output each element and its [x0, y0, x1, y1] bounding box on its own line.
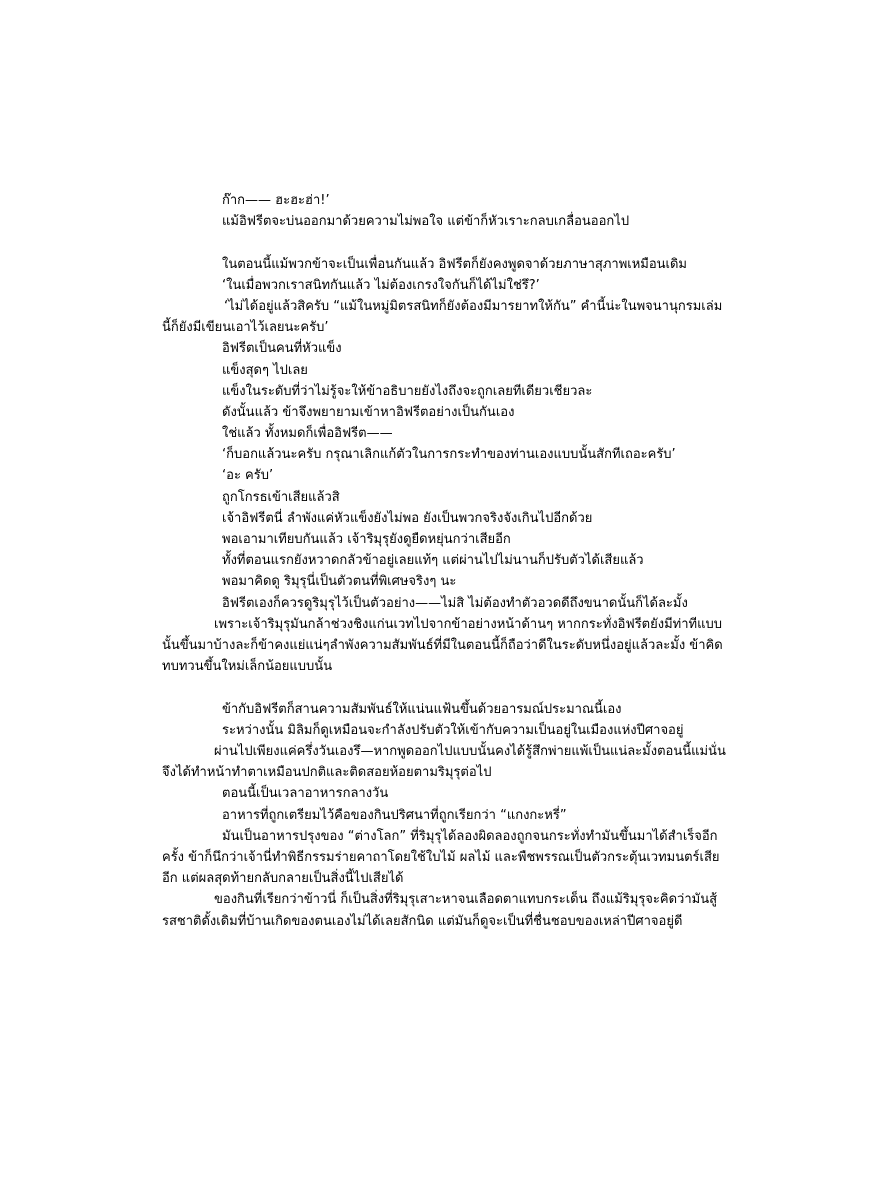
text-span: ‘ไม่ได้อยู่แล้วสิครับ “แม้ในหมู่มิตรสนิทก็ยังต้องมีมารยาทให้กัน” คำนี้น่ะในพจนานุกรมเล่มนี้ก็ยังมีเขียนเอาไว้เลยนะครับ’	[162, 298, 723, 336]
text-line: ตอนนี้เป็นเวลาอาหารกลางวัน	[222, 786, 389, 802]
text-span: เพราะเจ้าริมุรุมันกล้าช่วงชิงแก่นเวทไปจากข้าอย่างหน้าด้านๆ หากกระทั่งอิฟรีตยังมีท่าทีแบบนั้นขึ้นมาบ้างละก็ข้าคงแย่แน่ๆลำพังความสัมพันธ์ที่มีในตอนนี้ก็ถือว่าดีในระดับหนึ่งอยู่แล้วละมั้ง ข้าคิดทบทวนขึ้นใหม่เล็กน้อยแบบนั้น	[162, 616, 723, 675]
text-line: อาหารที่ถูกเตรียมไว้คือของกินปริศนาที่ถูกเรียกว่า “แกงกะหรี่”	[222, 807, 567, 823]
text-span: มันเป็นอาหารปรุงของ “ต่างโลก” ที่ริมุรุได้ลองผิดลองถูกจนกระทั่งทำมันขึ้นมาได้สำเร็จอีกครั้ง ข้าก็นึกว่าเจ้านี่ทำพิธีกรรมร่ายคาถาโดยใช้ใบไม้ ผลไม้ และพืชพรรณเป็นตัวกระตุ้นเวทมนตร์เสียอีก แต่ผลสุดท้ายกลับกลายเป็นสิ่งนี้ไปเสียได้	[162, 828, 720, 887]
text-line: ระหว่างนั้น มิลิมก็ดูเหมือนจะกำลังปรับตัวให้เข้ากับความเป็นอยู่ในเมืองแห่งปีศาจอยู่	[222, 722, 684, 738]
text-line: ‘อะ ครับ’	[222, 468, 274, 484]
text-line: ในตอนนี้แม้พวกข้าจะเป็นเพื่อนกันแล้ว อิฟรีตก็ยังคงพูดจาด้วยภาษาสุภาพเหมือนเดิม	[222, 256, 688, 272]
text-span: ผ่านไปเพียงแค่ครึ่งวันเองรึ—หากพูดออกไปแบบนั้นคงได้รู้สึกพ่ายแพ้เป็นแน่ละมั้งตอนนี้แม่นั่นจึงได้ทำหน้าทำตาเหมือนปกติและติดสอยห้อยตามริมุรุต่อไป	[162, 743, 726, 781]
text-line: ‘ก็บอกแล้วนะครับ กรุณาเลิกแก้ตัวในการกระทำของท่านเองแบบนั้นสักทีเถอะครับ’	[222, 447, 676, 463]
text-line: ก๊าก—— ฮะฮะฮ่า!’	[222, 193, 330, 208]
paragraph-gap	[162, 677, 728, 698]
text-line: แม้อิฟรีตจะบ่นออกมาด้วยความไม่พอใจ แต่ข้าก็หัวเราะกลบเกลื่อนออกไป	[222, 214, 630, 230]
text-line: อิฟรีตเองก็ควรดูริมุรุไว้เป็นตัวอย่าง——ไม่สิ ไม่ต้องทำตัวอวดดีถึงขนาดนั้นก็ได้ละมั้ง	[222, 595, 688, 611]
text-line: ข้ากับอิฟรีตก็สานความสัมพันธ์ให้แน่นแฟ้นขึ้นด้วยอารมณ์ประมาณนี้เอง	[222, 701, 622, 717]
text-line	[162, 741, 728, 783]
text-line: ถูกโกรธเข้าเสียแล้วสิ	[222, 489, 340, 505]
text-line	[162, 296, 728, 338]
body-text	[162, 190, 728, 932]
text-line	[162, 826, 728, 890]
text-line: ‘ในเมื่อพวกเราสนิทกันแล้ว ไม่ต้องเกรงใจกันก็ได้ไม่ใช่รึ?’	[222, 277, 540, 293]
text-line: ทั้งที่ตอนแรกยังหวาดกลัวข้าอยู่เลยแท้ๆ แต่ผ่านไปไม่นานก็ปรับตัวได้เสียแล้ว	[222, 553, 644, 569]
text-line: เจ้าอิฟรีตนี่ ลำพังแค่หัวแข็งยังไม่พอ ยังเป็นพวกจริงจังเกินไปอีกด้วย	[222, 510, 593, 526]
text-line: พอมาคิดดู ริมุรุนี่เป็นตัวตนที่พิเศษจริงๆ นะ	[222, 574, 457, 590]
text-line	[162, 889, 728, 931]
text-line: ใช่แล้ว ทั้งหมดก็เพื่ออิฟรีต——	[222, 426, 393, 442]
text-span: ของกินที่เรียกว่าข้าวนี่ ก็เป็นสิ่งที่ริมุรุเสาะหาจนเลือดตาแทบกระเด็น ถึงแม้ริมุรุจะคิดว่ามันสู้รสชาติดั้งเดิมที่บ้านเกิดของตนเองไม่ได้เลยสักนิด แต่มันก็ดูจะเป็นที่ชื่นชอบของเหล่าปีศาจอยู่ดี	[162, 892, 718, 929]
text-line: อิฟรีตเป็นคนที่หัวแข็ง	[222, 341, 342, 357]
text-line: แข็งในระดับที่ว่าไม่รู้จะให้ข้าอธิบายยังไงถึงจะถูกเลยทีเดียวเชียวละ	[222, 383, 593, 399]
text-line: ดังนั้นแล้ว ข้าจึงพยายามเข้าหาอิฟรีตอย่างเป็นกันเอง	[222, 404, 515, 420]
paragraph-gap	[162, 232, 728, 253]
text-line: แข็งสุดๆ ไปเลย	[222, 362, 308, 378]
text-line	[162, 614, 728, 678]
text-line: พอเอามาเทียบกันแล้ว เจ้าริมุรุยังดูยืดหยุ่นกว่าเสียอีก	[222, 532, 511, 548]
